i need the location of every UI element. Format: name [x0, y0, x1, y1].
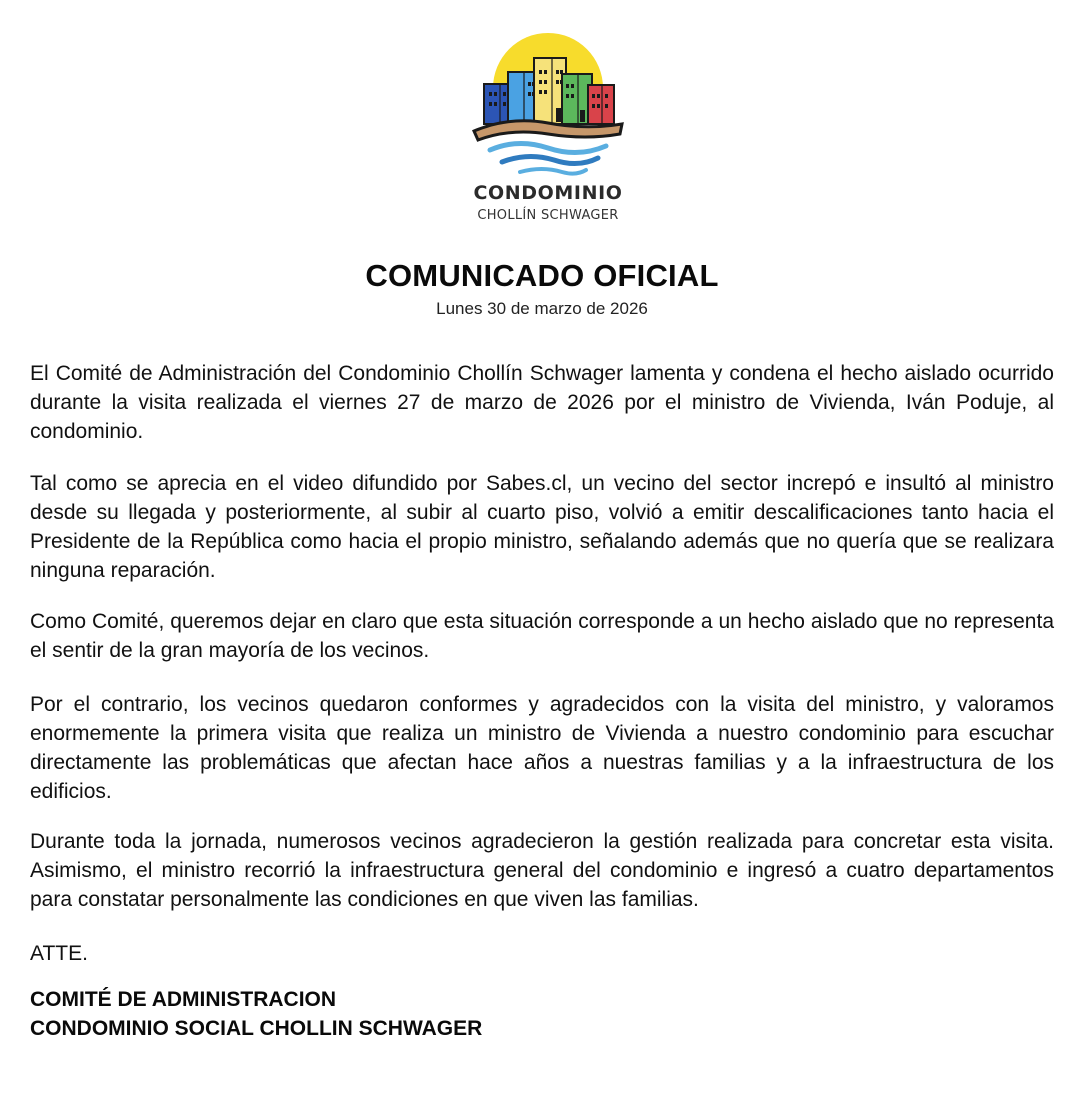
- paragraph-4: Por el contrario, los vecinos quedaron conformes y agradecidos con la visita del ministro, y valoramos enormemente la primera visita que realiza un ministro de Vivienda a nuestro condominio para escuchar directamente las problemáticas que afectan hace años a nuestras familias y a la infraestructura de los edificios.: [30, 693, 1054, 803]
- buildings-sun-waves-logo-icon: [470, 30, 626, 180]
- condominio-logo: [460, 26, 636, 244]
- signature-block: [30, 985, 482, 1043]
- closing-salutation: ATTE.: [30, 942, 88, 965]
- paragraph-1: El Comité de Administración del Condominio Chollín Schwager lamenta y condena el hecho aislado ocurrido durante la visita realizada el viernes 27 de marzo de 2026 por el ministro de Vivienda, Iván Poduje, al condominio.: [30, 362, 1054, 443]
- document-title: COMUNICADO OFICIAL: [365, 258, 719, 293]
- signature-line-2: CONDOMINIO SOCIAL CHOLLIN SCHWAGER: [30, 1017, 483, 1040]
- logo-title: CONDOMINIO: [473, 182, 623, 204]
- logo-subtitle: CHOLLÍN SCHWAGER: [477, 208, 619, 223]
- paragraph-2: Tal como se aprecia en el video difundido por Sabes.cl, un vecino del sector increpó e insultó al ministro desde su llegada y posteriormente, al subir al cuarto piso, volvió a emitir descalificaciones tanto hacia el Presidente de la República como hacia el propio ministro, señalando además que no quería que se realizara ninguna reparación.: [30, 472, 1054, 582]
- document-date: Lunes 30 de marzo de 2026: [436, 299, 648, 318]
- paragraph-3: Como Comité, queremos dejar en claro que esta situación corresponde a un hecho aislado que no representa el sentir de la gran mayoría de los vecinos.: [30, 610, 1054, 662]
- signature-line-1: COMITÉ DE ADMINISTRACION: [30, 988, 337, 1011]
- paragraph-5: Durante toda la jornada, numerosos vecinos agradecieron la gestión realizada para concretar esta visita. Asimismo, el ministro recorrió la infraestructura general del condominio e ingresó a cuatro departamentos para constatar personalmente las condiciones en que viven las familias.: [30, 830, 1054, 911]
